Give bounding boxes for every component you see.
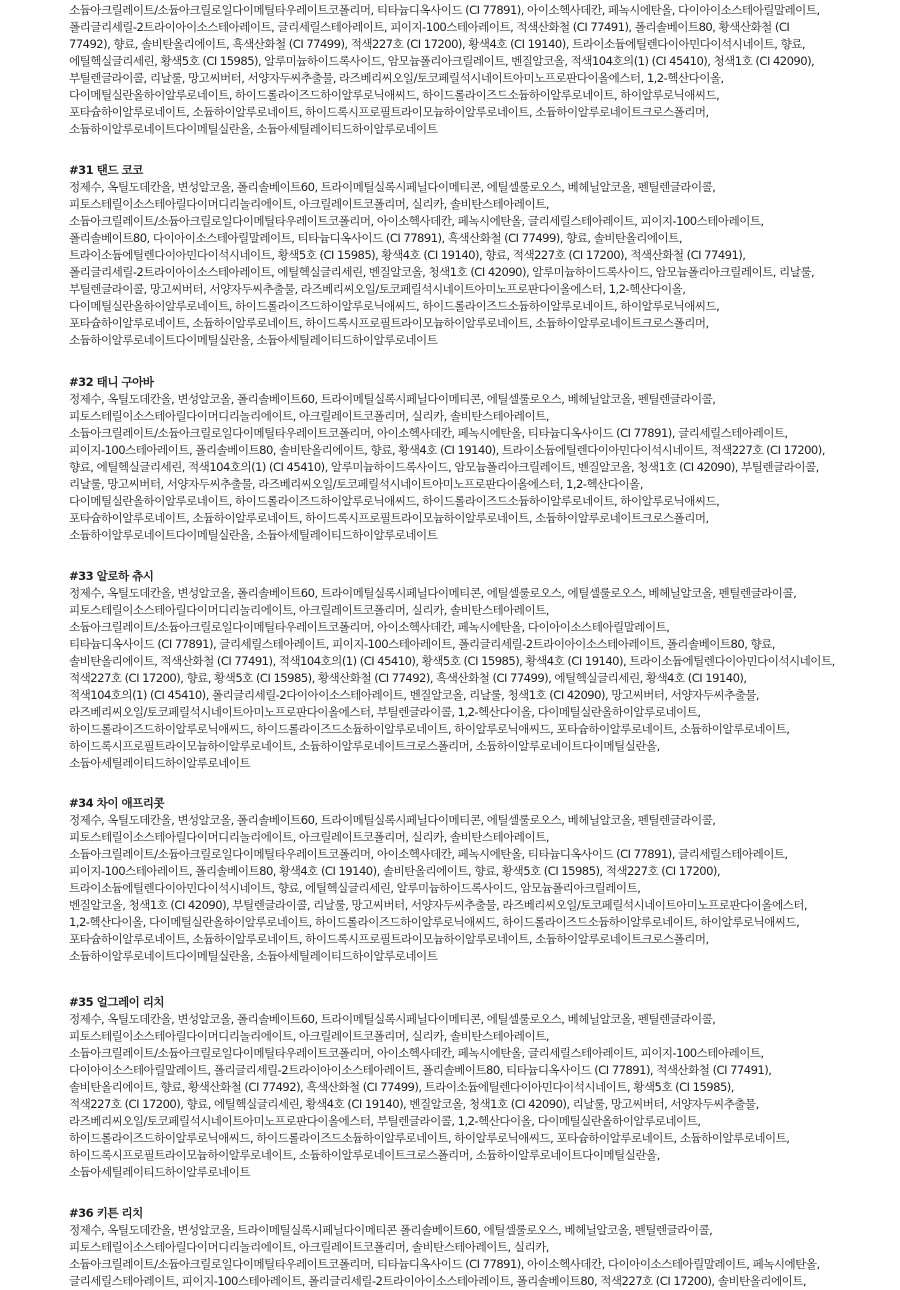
shade-heading: #33 알로하 츄시 [69, 569, 154, 583]
ingredient-line: 소듐아크릴레이트/소듐아크릴로일다이메틸타우레이트코폴리머, 아이소헥사데칸, 페녹시에탄올, 티타늄디옥사이드 (CI 77891), 글리세릴스테아레이트, [69, 426, 788, 440]
ingredient-line: 정제수, 옥틸도데칸올, 변성알코올, 폴리솔베이트60, 트라이메틸실록시페닐다이메티콘, 에틸셀룰로오스, 베헤닐알코올, 펜틸렌글라이콜, [69, 392, 716, 406]
ingredient-line: 피이지-100스테아레이트, 폴리솔베이트80, 솔비탄올리에이트, 향료, 황색4호 (CI 19140), 트라이소듐에틸렌다이아민다이석시네이트, 적색227호 (CI 17200), [69, 443, 825, 457]
ingredient-section-31 [69, 162, 839, 349]
ingredient-line: 폴리글리세릴-2트라이아이소스테아레이트, 에틸헥실글리세린, 벤질알코올, 청색1호 (CI 42090), 알루미늄하이드록사이드, 암모늄폴리아크릴레이트, 리날룰, [69, 265, 815, 279]
ingredient-line: 소듐아크릴레이트/소듐아크릴로일다이메틸타우레이트코폴리머, 티타늄디옥사이드 (CI 77891), 아이소헥사데칸, 페녹시에탄올, 다이아이소스테아릴말레이트, [69, 3, 820, 17]
ingredient-line: 피토스테릴이소스테아릴다이머디리놀리에이트, 아크릴레이트코폴리머, 실리카, 솔비탄스테아레이트, [69, 1029, 549, 1043]
ingredient-line: 라즈베리씨오일/토코페릴석시네이트아미노프로판다이올에스터, 부틸렌글라이콜, 1,2-헥산다이올, 다이메틸실란올하이알루로네이트, [69, 705, 701, 719]
ingredient-line: 피이지-100스테아레이트, 폴리솔베이트80, 황색4호 (CI 19140), 솔비탄올리에이트, 향료, 황색5호 (CI 15985), 적색227호 (CI 17200), [69, 864, 721, 878]
ingredient-line: 소듐아크릴레이트/소듐아크릴로일다이메틸타우레이트코폴리머, 티타늄디옥사이드 (CI 77891), 아이소헥사데칸, 다이아이소스테아릴말레이트, 페녹시에탄올, [69, 1257, 820, 1271]
ingredient-line: 정제수, 옥틸도데칸올, 변성알코올, 트라이메틸실록시페닐다이메티콘 폴리솔베이트60, 에틸셀룰로오스, 베헤닐알코올, 펜틸렌글라이콜, [69, 1223, 713, 1237]
ingredient-line: 피토스테릴이소스테아릴다이머디리놀리에이트, 아크릴레이트코폴리머, 실리카, 솔비탄스테아레이트, [69, 197, 549, 211]
ingredient-line: 폴리글리세릴-2트라이아이소스테아레이트, 글리세릴스테아레이트, 피이지-100스테아레이트, 적색산화철 (CI 77491), 폴리솔베이트80, 황색산화철 (CI [69, 20, 790, 34]
shade-heading: #31 탠드 코코 [69, 163, 143, 177]
ingredient-section-32 [69, 374, 839, 544]
ingredient-line: 에틸헥실글리세린, 황색5호 (CI 15985), 알루미늄하이드록사이드, 암모늄폴리아크릴레이트, 벤질알코올, 적색104호의(1) (CI 45410), 청색1호 (CI 42090), [69, 54, 815, 68]
ingredient-line: 소듐하이알루로네이트다이메틸실란올, 소듐아세틸레이티드하이알루로네이트 [69, 528, 438, 542]
ingredient-line: 티타늄디옥사이드 (CI 77891), 글리세릴스테아레이트, 피이지-100스테아레이트, 폴리글리세릴-2트라이아이소스테아레이트, 폴리솔베이트80, 향료, [69, 637, 775, 651]
ingredient-line: 소듐아크릴레이트/소듐아크릴로일다이메틸타우레이트코폴리머, 아이소헥사데칸, 페녹시에탄올, 다이아이소스테아릴말레이트, [69, 620, 670, 634]
ingredient-line: 하이드록시프로필트라이모늄하이알루로네이트, 소듐하이알루로네이트크로스폴리머, 소듐하이알루로네이트다이메틸실란올, [69, 739, 660, 753]
ingredient-line: 트라이소듐에틸렌다이아민다이석시네이트, 향료, 에틸헥실글리세린, 알루미늄하이드록사이드, 암모늄폴리아크릴레이트, [69, 881, 641, 895]
ingredient-line: 정제수, 옥틸도데칸올, 변성알코올, 폴리솔베이트60, 트라이메틸실록시페닐다이메티콘, 에틸셀룰로오스, 에틸셀룰로오스, 베헤닐알코올, 펜틸렌글라이콜, [69, 586, 797, 600]
ingredient-line: 포타슘하이알루로네이트, 소듐하이알루로네이트, 하이드록시프로필트라이모늄하이알루로네이트, 소듐하이알루로네이트크로스폴리머, [69, 932, 709, 946]
ingredient-line: 라즈베리씨오일/토코페릴석시네이트아미노프로판다이올에스터, 부틸렌글라이콜, 1,2-헥산다이올, 다이메틸실란올하이알루로네이트, [69, 1114, 701, 1128]
ingredient-section-36 [69, 1205, 839, 1290]
ingredient-line: 소듐아크릴레이트/소듐아크릴로일다이메틸타우레이트코폴리머, 아이소헥사데칸, 페녹시에탄올, 글리세릴스테아레이트, 피이지-100스테아레이트, [69, 214, 764, 228]
ingredient-line: 벤질알코올, 청색1호 (CI 42090), 부틸렌글라이콜, 리날룰, 망고씨버터, 서양자두씨추출물, 라즈베리씨오일/토코페릴석시네이트아미노프로판다이올에스터, [69, 898, 808, 912]
ingredient-section-34 [69, 795, 839, 965]
ingredient-line: 포타슘하이알루로네이트, 소듐하이알루로네이트, 하이드록시프로필트라이모늄하이알루로네이트, 소듐하이알루로네이트크로스폴리머, [69, 316, 709, 330]
ingredient-line: 하이드롤라이즈드하이알루로닉애씨드, 하이드롤라이즈드소듐하이알루로네이트, 하이알루로닉애씨드, 포타슘하이알루로네이트, 소듐하이알루로네이트, [69, 722, 790, 736]
ingredient-line: 폴리솔베이트80, 다이아이소스테아릴말레이트, 티타늄디옥사이드 (CI 77891), 흑색산화철 (CI 77499), 향료, 솔비탄올리에이트, [69, 231, 682, 245]
ingredient-line: 피토스테릴이소스테아릴다이머디리놀리에이트, 아크릴레이트코폴리머, 실리카, 솔비탄스테아레이트, [69, 830, 549, 844]
ingredient-line: 소듐아세틸레이티드하이알루로네이트 [69, 756, 251, 770]
ingredient-line: 다이메틸실란올하이알루로네이트, 하이드롤라이즈드하이알루로닉애씨드, 하이드롤라이즈드소듐하이알루로네이트, 하이알루로닉애씨드, [69, 88, 720, 102]
shade-heading: #36 키튼 리치 [69, 1206, 143, 1220]
ingredient-line: 솔비탄올리에이트, 향료, 황색산화철 (CI 77492), 흑색산화철 (CI 77499), 트라이소듐에틸렌다이아민다이석시네이트, 황색5호 (CI 15985), [69, 1080, 734, 1094]
ingredient-section-33 [69, 568, 839, 772]
ingredient-line: 정제수, 옥틸도데칸올, 변성알코올, 폴리솔베이트60, 트라이메틸실록시페닐다이메티콘, 에틸셀룰로오스, 베헤닐알코올, 펜틸렌글라이콜, [69, 180, 716, 194]
ingredient-line: 부틸렌글라이콜, 망고씨버터, 서양자두씨추출물, 라즈베리씨오일/토코페릴석시네이트아미노프로판다이올에스터, 1,2-헥산다이올, [69, 282, 686, 296]
shade-heading: #34 차이 애프리콧 [69, 796, 165, 810]
ingredient-line: 소듐하이알루로네이트다이메틸실란올, 소듐아세틸레이티드하이알루로네이트 [69, 122, 438, 136]
shade-heading: #32 태니 구아바 [69, 375, 154, 389]
ingredient-line: 적색104호의(1) (CI 45410), 폴리글리세릴-2다이아이소스테아레이트, 벤질알코올, 리날룰, 청색1호 (CI 42090), 망고씨버터, 서양자두씨추출물, [69, 688, 760, 702]
ingredient-line: 피토스테릴이소스테아릴다이머디리놀리에이트, 아크릴레이트코폴리머, 실리카, 솔비탄스테아레이트, [69, 603, 549, 617]
ingredient-section-35 [69, 994, 839, 1181]
ingredient-line: 부틸렌글라이콜, 리날룰, 망고씨버터, 서양자두씨추출물, 라즈베리씨오일/토코페릴석시네이트아미노프로판다이올에스터, 1,2-헥산다이올, [69, 71, 724, 85]
ingredient-line: 적색227호 (CI 17200), 향료, 황색5호 (CI 15985), 황색산화철 (CI 77492), 흑색산화철 (CI 77499), 에틸헥실글리세린, 황색4호 (CI 19140), [69, 671, 747, 685]
ingredient-line: 피토스테릴이소스테아릴다이머디리놀리에이트, 아크릴레이트코폴리머, 실리카, 솔비탄스테아레이트, [69, 409, 549, 423]
ingredient-line: 적색227호 (CI 17200), 향료, 에틸헥실글리세린, 황색4호 (CI 19140), 벤질알코올, 청색1호 (CI 42090), 리날룰, 망고씨버터, 서양자두씨추출물, [69, 1097, 759, 1111]
ingredient-line: 다이메틸실란올하이알루로네이트, 하이드롤라이즈드하이알루로닉애씨드, 하이드롤라이즈드소듐하이알루로네이트, 하이알루로닉애씨드, [69, 299, 720, 313]
ingredient-line: 소듐하이알루로네이트다이메틸실란올, 소듐아세틸레이티드하이알루로네이트 [69, 949, 438, 963]
ingredient-line: 피토스테릴이소스테아릴다이머디리놀리에이트, 아크릴레이트코폴리머, 솔비탄스테아레이트, 실리카, [69, 1240, 549, 1254]
ingredient-line: 다이아이소스테아릴말레이트, 폴리글리세릴-2트라이아이소스테아레이트, 폴리솔베이트80, 티타늄디옥사이드 (CI 77891), 적색산화철 (CI 77491), [69, 1063, 772, 1077]
ingredient-line: 소듐아세틸레이티드하이알루로네이트 [69, 1165, 251, 1179]
shade-heading: #35 얼그레이 리치 [69, 995, 165, 1009]
ingredient-line: 포타슘하이알루로네이트, 소듐하이알루로네이트, 하이드록시프로필트라이모늄하이알루로네이트, 소듐하이알루로네이트크로스폴리머, [69, 511, 709, 525]
ingredient-line: 정제수, 옥틸도데칸올, 변성알코올, 폴리솔베이트60, 트라이메틸실록시페닐다이메티콘, 에틸셀룰로오스, 베헤닐알코올, 펜틸렌글라이콜, [69, 1012, 716, 1026]
ingredient-line: 소듐아크릴레이트/소듐아크릴로일다이메틸타우레이트코폴리머, 아이소헥사데칸, 페녹시에탄올, 글리세릴스테아레이트, 피이지-100스테아레이트, [69, 1046, 764, 1060]
ingredient-line: 트라이소듐에틸렌다이아민다이석시네이트, 황색5호 (CI 15985), 황색4호 (CI 19140), 향료, 적색227호 (CI 17200), 적색산화철 (CI 77491), [69, 248, 746, 262]
ingredient-line: 리날룰, 망고씨버터, 서양자두씨추출물, 라즈베리씨오일/토코페릴석시네이트아미노프로판다이올에스터, 1,2-헥산다이올, [69, 477, 643, 491]
ingredient-line: 글리세릴스테아레이트, 피이지-100스테아레이트, 폴리글리세릴-2트라이아이소스테아레이트, 폴리솔베이트80, 적색227호 (CI 17200), 솔비탄올리에이트, [69, 1274, 807, 1288]
ingredient-line: 1,2-헥산다이올, 다이메틸실란올하이알루로네이트, 하이드롤라이즈드하이알루로닉애씨드, 하이드롤라이즈드소듐하이알루로네이트, 하이알루로닉애씨드, [69, 915, 800, 929]
ingredient-line: 하이드롤라이즈드하이알루로닉애씨드, 하이드롤라이즈드소듐하이알루로네이트, 하이알루로닉애씨드, 포타슘하이알루로네이트, 소듐하이알루로네이트, [69, 1131, 790, 1145]
ingredient-line: 77492), 향료, 솔비탄올리에이트, 흑색산화철 (CI 77499), 적색227호 (CI 17200), 황색4호 (CI 19140), 트라이소듐에틸렌다이아민다이석시네이트, 향료, [69, 37, 806, 51]
ingredient-line: 포타슘하이알루로네이트, 소듐하이알루로네이트, 하이드록시프로필트라이모늄하이알루로네이트, 소듐하이알루로네이트크로스폴리머, [69, 105, 709, 119]
ingredient-line: 소듐아크릴레이트/소듐아크릴로일다이메틸타우레이트코폴리머, 아이소헥사데칸, 페녹시에탄올, 티타늄디옥사이드 (CI 77891), 글리세릴스테아레이트, [69, 847, 788, 861]
ingredient-line: 다이메틸실란올하이알루로네이트, 하이드롤라이즈드하이알루로닉애씨드, 하이드롤라이즈드소듐하이알루로네이트, 하이알루로닉애씨드, [69, 494, 720, 508]
ingredient-line: 정제수, 옥틸도데칸올, 변성알코올, 폴리솔베이트60, 트라이메틸실록시페닐다이메티콘, 에틸셀룰로오스, 베헤닐알코올, 펜틸렌글라이콜, [69, 813, 716, 827]
ingredient-line: 소듐하이알루로네이트다이메틸실란올, 소듐아세틸레이티드하이알루로네이트 [69, 333, 438, 347]
ingredient-line: 향료, 에틸헥실글리세린, 적색104호의(1) (CI 45410), 알루미늄하이드록사이드, 암모늄폴리아크릴레이트, 벤질알코올, 청색1호 (CI 42090), 부틸렌글라이콜, [69, 460, 819, 474]
ingredient-line: 하이드록시프로필트라이모늄하이알루로네이트, 소듐하이알루로네이트크로스폴리머, 소듐하이알루로네이트다이메틸실란올, [69, 1148, 660, 1162]
ingredient-section-30 [69, 2, 839, 138]
ingredient-line: 솔비탄올리에이트, 적색산화철 (CI 77491), 적색104호의(1) (CI 45410), 황색5호 (CI 15985), 황색4호 (CI 19140), 트라이소듐에틸렌다이아민다이석시네이트, [69, 654, 835, 668]
